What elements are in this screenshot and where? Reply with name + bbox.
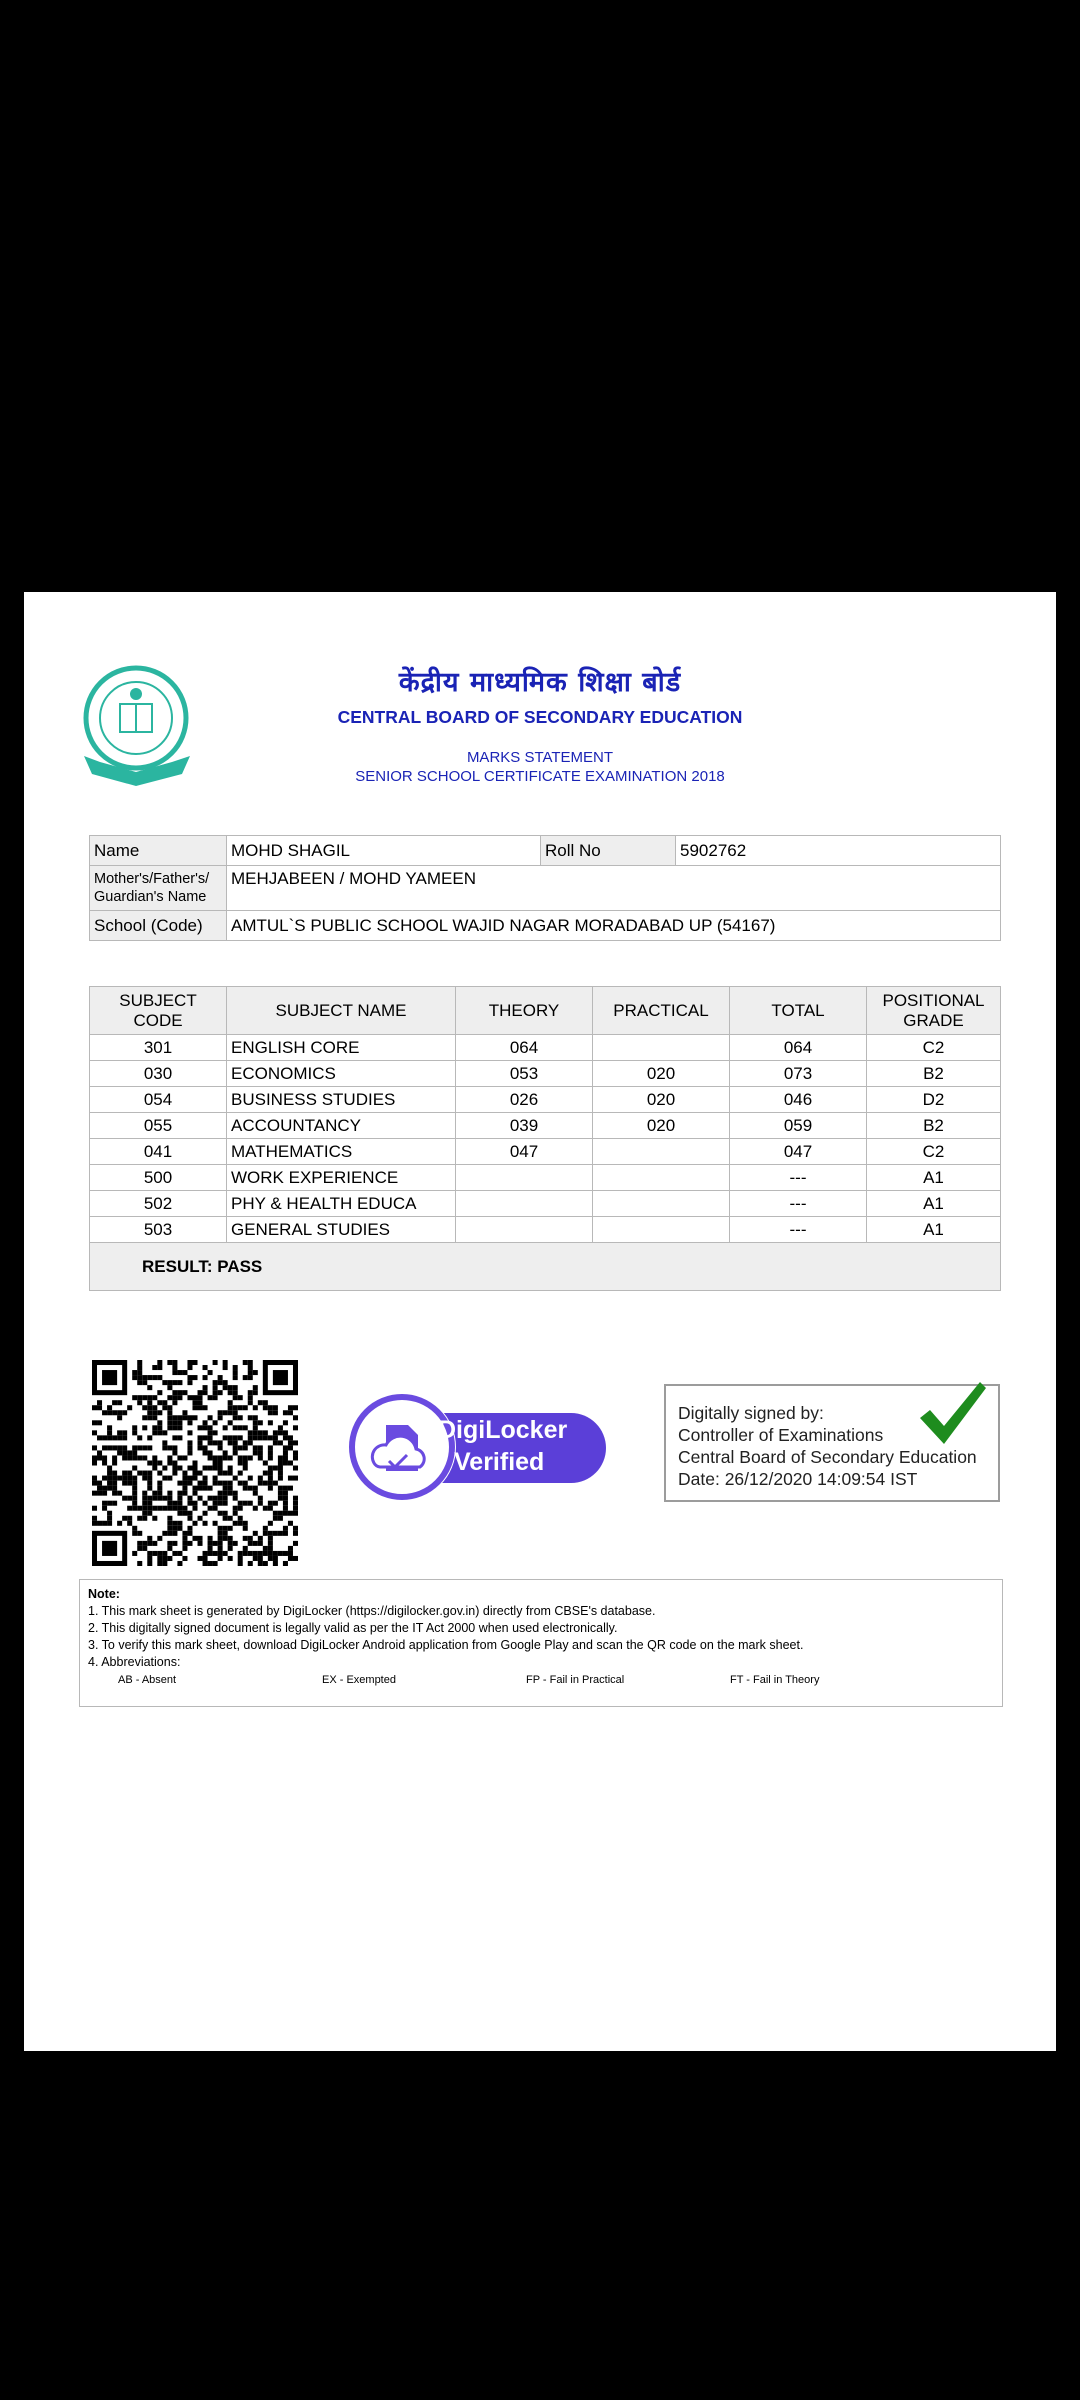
digital-signature-box xyxy=(664,1384,1000,1502)
subject-code: 503 xyxy=(90,1217,227,1243)
statement-title: MARKS STATEMENT xyxy=(466,749,614,766)
subject-code: 055 xyxy=(90,1113,227,1139)
total-mark: --- xyxy=(730,1165,867,1191)
subject-code: 301 xyxy=(90,1035,227,1061)
total-mark: --- xyxy=(730,1191,867,1217)
abbr-absent: AB - Absent xyxy=(118,1674,177,1686)
subject-name: BUSINESS STUDIES xyxy=(227,1087,456,1113)
abbreviations-list xyxy=(88,1672,994,1689)
note-item-4: 4. Abbreviations: xyxy=(88,1655,181,1669)
result-row xyxy=(90,1243,1001,1291)
positional-grade: B2 xyxy=(867,1061,1001,1087)
digilocker-verified-badge xyxy=(346,1391,610,1503)
theory-mark: 026 xyxy=(456,1087,593,1113)
total-mark: 064 xyxy=(730,1035,867,1061)
table-row xyxy=(90,1035,1001,1061)
table-row xyxy=(90,1139,1001,1165)
positional-grade: B2 xyxy=(867,1113,1001,1139)
col-practical: PRACTICAL xyxy=(593,987,730,1035)
student-info-table xyxy=(89,835,1001,941)
col-positional-grade: POSITIONAL GRADE xyxy=(867,987,1001,1035)
result-text: RESULT: PASS xyxy=(90,1243,1001,1291)
practical-mark xyxy=(593,1035,730,1061)
note-title: Note: xyxy=(88,1587,120,1601)
total-mark: --- xyxy=(730,1217,867,1243)
note-box xyxy=(79,1579,1003,1707)
theory-mark xyxy=(456,1191,593,1217)
positional-grade: C2 xyxy=(867,1139,1001,1165)
name-value: MOHD SHAGIL xyxy=(227,836,541,866)
positional-grade: C2 xyxy=(867,1035,1001,1061)
table-row xyxy=(90,1087,1001,1113)
subject-name: MATHEMATICS xyxy=(227,1139,456,1165)
practical-mark xyxy=(593,1165,730,1191)
practical-mark: 020 xyxy=(593,1061,730,1087)
positional-grade: A1 xyxy=(867,1165,1001,1191)
theory-mark: 064 xyxy=(456,1035,593,1061)
subject-code: 054 xyxy=(90,1087,227,1113)
total-mark: 073 xyxy=(730,1061,867,1087)
roll-value: 5902762 xyxy=(676,836,1001,866)
subject-code: 502 xyxy=(90,1191,227,1217)
marks-table xyxy=(89,986,1001,1291)
verified-label: Verified xyxy=(454,1448,545,1476)
theory-mark xyxy=(456,1165,593,1191)
marks-header-row xyxy=(90,987,1001,1035)
school-label: School (Code) xyxy=(90,911,227,941)
signed-date-line: Date: 26/12/2020 14:09:54 IST xyxy=(678,1469,918,1489)
total-mark: 046 xyxy=(730,1087,867,1113)
col-theory: THEORY xyxy=(456,987,593,1035)
subject-name: GENERAL STUDIES xyxy=(227,1217,456,1243)
table-row xyxy=(90,1165,1001,1191)
practical-mark xyxy=(593,1139,730,1165)
note-item-1: 1. This mark sheet is generated by DigiLocker (https://digilocker.gov.in) directly from CBSE's database. xyxy=(88,1604,656,1618)
theory-mark: 039 xyxy=(456,1113,593,1139)
practical-mark xyxy=(593,1191,730,1217)
digilocker-badge-icon xyxy=(346,1391,610,1503)
col-total: TOTAL xyxy=(730,987,867,1035)
positional-grade: A1 xyxy=(867,1191,1001,1217)
positional-grade: D2 xyxy=(867,1087,1001,1113)
digilocker-label: DigiLocker xyxy=(438,1416,568,1444)
subject-name: PHY & HEALTH EDUCA xyxy=(227,1191,456,1217)
signer-org-line: Central Board of Secondary Education xyxy=(678,1447,977,1467)
subject-code: 041 xyxy=(90,1139,227,1165)
subject-code: 030 xyxy=(90,1061,227,1087)
abbr-exempted: EX - Exempted xyxy=(322,1674,396,1686)
theory-mark xyxy=(456,1217,593,1243)
subject-name: WORK EXPERIENCE xyxy=(227,1165,456,1191)
subject-code: 500 xyxy=(90,1165,227,1191)
note-item-2: 2. This digitally signed document is legally valid as per the IT Act 2000 when used electronically. xyxy=(88,1621,618,1635)
name-label: Name xyxy=(90,836,227,866)
table-row xyxy=(90,1217,1001,1243)
col-subject-code: SUBJECT CODE xyxy=(90,987,227,1035)
signer-title-line: Controller of Examinations xyxy=(678,1425,884,1445)
board-hindi-title: केंद्रीय माध्यमिक शिक्षा बोर्ड xyxy=(398,667,682,698)
abbr-fail-practical: FP - Fail in Practical xyxy=(526,1674,625,1686)
green-checkmark-icon xyxy=(916,1378,988,1450)
statement-heading xyxy=(24,748,1056,786)
subject-name: ACCOUNTANCY xyxy=(227,1113,456,1139)
table-row xyxy=(90,1061,1001,1087)
qr-code-icon xyxy=(92,1360,298,1566)
theory-mark: 047 xyxy=(456,1139,593,1165)
abbr-fail-theory: FT - Fail in Theory xyxy=(730,1674,820,1686)
practical-mark: 020 xyxy=(593,1113,730,1139)
table-row xyxy=(90,1191,1001,1217)
subject-name: ENGLISH CORE xyxy=(227,1035,456,1061)
school-value: AMTUL`S PUBLIC SCHOOL WAJID NAGAR MORADABAD UP (54167) xyxy=(227,911,1001,941)
marksheet-page xyxy=(24,592,1056,2051)
exam-title: SENIOR SCHOOL CERTIFICATE EXAMINATION 2018 xyxy=(355,768,725,785)
guardian-value: MEHJABEEN / MOHD YAMEEN xyxy=(227,866,1001,911)
roll-label: Roll No xyxy=(541,836,676,866)
note-item-3: 3. To verify this mark sheet, download DigiLocker Android application from Google Play and scan the QR code on the mark sheet. xyxy=(88,1638,804,1652)
total-mark: 059 xyxy=(730,1113,867,1139)
practical-mark xyxy=(593,1217,730,1243)
col-subject-name: SUBJECT NAME xyxy=(227,987,456,1035)
subject-name: ECONOMICS xyxy=(227,1061,456,1087)
board-english-title: CENTRAL BOARD OF SECONDARY EDUCATION xyxy=(337,707,743,727)
signed-by-line: Digitally signed by: xyxy=(678,1403,824,1423)
theory-mark: 053 xyxy=(456,1061,593,1087)
table-row xyxy=(90,1113,1001,1139)
guardian-label: Mother's/Father's/ Guardian's Name xyxy=(90,866,227,911)
total-mark: 047 xyxy=(730,1139,867,1165)
practical-mark: 020 xyxy=(593,1087,730,1113)
positional-grade: A1 xyxy=(867,1217,1001,1243)
